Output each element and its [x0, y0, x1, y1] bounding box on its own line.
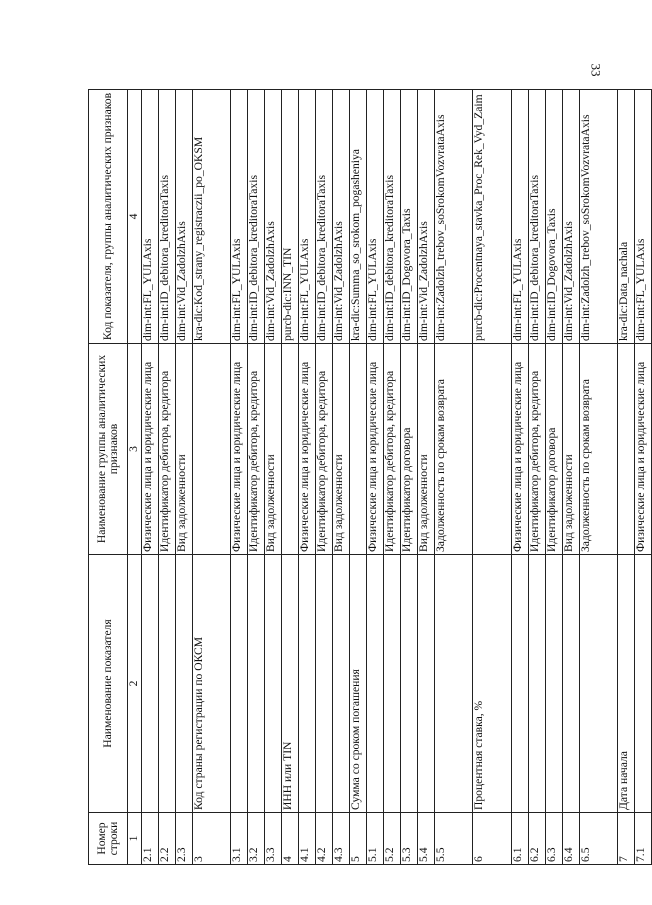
group-name-cell: Идентификатор дебитора, кредитора	[248, 344, 265, 555]
group-name-cell: Идентификатор дебитора, кредитора	[158, 344, 175, 555]
code-cell: dim-int:ID_debitora_kreditoraTaxis	[384, 90, 401, 344]
code-cell: dim-int:Vid_ZadolzhAxis	[562, 90, 579, 344]
table-row	[265, 90, 282, 865]
code-cell: dim-int:Zadolzh_trebov_soSrokomVozvrataAxis	[435, 90, 473, 344]
table-row	[333, 90, 350, 865]
code-cell: dim-int:ID_Dogovora_Taxis	[545, 90, 562, 344]
indicator-name-cell	[158, 555, 175, 813]
group-name-cell: Физические лица и юридические лица	[511, 344, 528, 555]
table-row	[158, 90, 175, 865]
indicator-name-cell	[545, 555, 562, 813]
group-name-cell: Вид задолженности	[175, 344, 192, 555]
table-row	[192, 90, 230, 865]
index-cell: 2	[128, 555, 142, 813]
group-name-cell: Физические лица и юридические лица	[367, 344, 384, 555]
code-cell: dim-int:Vid_ZadolzhAxis	[175, 90, 192, 344]
indicator-name-cell	[528, 555, 545, 813]
group-name-cell	[282, 344, 299, 555]
row-number-cell: 4.1	[299, 813, 316, 865]
table-row	[511, 90, 528, 865]
row-number-cell: 5.2	[384, 813, 401, 865]
header-indicator-name: Наименование показателя	[89, 555, 128, 813]
table-row	[316, 90, 333, 865]
table-row	[528, 90, 545, 865]
table-row	[473, 90, 511, 865]
group-name-cell: Физические лица и юридические лица	[634, 344, 651, 555]
indicator-name-cell	[265, 555, 282, 813]
indicator-name-cell	[333, 555, 350, 813]
group-name-cell: Идентификатор дебитора, кредитора	[384, 344, 401, 555]
row-number-cell: 2.3	[175, 813, 192, 865]
code-cell: dim-int:FL_YULAxis	[511, 90, 528, 344]
code-cell: dim-int:ID_Dogovora_Taxis	[401, 90, 418, 344]
index-cell: 1	[128, 813, 142, 865]
code-cell: dim-int:Vid_ZadolzhAxis	[418, 90, 435, 344]
index-cell: 4	[128, 90, 142, 344]
table-row	[367, 90, 384, 865]
indicator-name-cell: Процентная ставка, %	[473, 555, 511, 813]
table-row	[617, 90, 634, 865]
code-cell: dim-int:Zadolzh_trebov_soSrokomVozvrataAxis	[579, 90, 617, 344]
group-name-cell: Вид задолженности	[265, 344, 282, 555]
code-cell: dim-int:FL_YULAxis	[367, 90, 384, 344]
row-number-cell: 5.4	[418, 813, 435, 865]
table-row	[562, 90, 579, 865]
table-row	[175, 90, 192, 865]
group-name-cell: Задолженность по срокам возврата	[435, 344, 473, 555]
row-number-cell: 7.1	[634, 813, 651, 865]
group-name-cell: Вид задолженности	[562, 344, 579, 555]
row-number-cell: 4.3	[333, 813, 350, 865]
group-name-cell	[192, 344, 230, 555]
code-cell: dim-int:FL_YULAxis	[299, 90, 316, 344]
indicator-name-cell	[562, 555, 579, 813]
code-cell: dim-int:ID_debitora_kreditoraTaxis	[528, 90, 545, 344]
indicator-name-cell	[367, 555, 384, 813]
indicator-name-cell	[175, 555, 192, 813]
group-name-cell: Задолженность по срокам возврата	[579, 344, 617, 555]
row-number-cell: 3	[192, 813, 230, 865]
row-number-cell: 6	[473, 813, 511, 865]
table-row	[418, 90, 435, 865]
table-row	[401, 90, 418, 865]
code-cell: dim-int:ID_debitora_kreditoraTaxis	[158, 90, 175, 344]
table-row	[248, 90, 265, 865]
group-name-cell: Идентификатор договора	[545, 344, 562, 555]
row-number-cell: 2.1	[141, 813, 158, 865]
code-cell: kra-dic:Data_nachala	[617, 90, 634, 344]
row-number-cell: 6.1	[511, 813, 528, 865]
group-name-cell: Идентификатор договора	[401, 344, 418, 555]
code-cell: purcb-dic:INN_TIN	[282, 90, 299, 344]
indicator-name-cell	[579, 555, 617, 813]
group-name-cell: Физические лица и юридические лица	[231, 344, 248, 555]
indicator-name-cell	[141, 555, 158, 813]
code-cell: kra-dic:Summa_so_srokom_pogasheniya	[350, 90, 367, 344]
row-number-cell: 4	[282, 813, 299, 865]
table-header-row	[89, 90, 128, 865]
row-number-cell: 2.2	[158, 813, 175, 865]
group-name-cell: Вид задолженности	[418, 344, 435, 555]
indicator-name-cell	[316, 555, 333, 813]
code-cell: purcb-dic:Procentnaya_stavka_Proc_Rek_Vyd_Zaim	[473, 90, 511, 344]
row-number-cell: 6.2	[528, 813, 545, 865]
table-row	[141, 90, 158, 865]
table-row	[231, 90, 248, 865]
index-cell: 3	[128, 344, 142, 555]
row-number-cell: 5.5	[435, 813, 473, 865]
header-group-name: Наименование группы аналитических признаков	[89, 344, 128, 555]
row-number-cell: 3.3	[265, 813, 282, 865]
row-number-cell: 3.2	[248, 813, 265, 865]
indicator-name-cell	[384, 555, 401, 813]
indicator-name-cell	[299, 555, 316, 813]
row-number-cell: 4.2	[316, 813, 333, 865]
group-name-cell	[350, 344, 367, 555]
row-number-cell: 5	[350, 813, 367, 865]
indicator-name-cell: Сумма со сроком погашения	[350, 555, 367, 813]
group-name-cell: Идентификатор дебитора, кредитора	[316, 344, 333, 555]
group-name-cell: Вид задолженности	[333, 344, 350, 555]
code-cell: dim-int:FL_YULAxis	[231, 90, 248, 344]
row-number-cell: 7	[617, 813, 634, 865]
indicator-name-cell	[418, 555, 435, 813]
group-name-cell	[473, 344, 511, 555]
code-cell: dim-int:FL_YULAxis	[141, 90, 158, 344]
group-name-cell: Физические лица и юридические лица	[141, 344, 158, 555]
header-row-number: Номер строки	[89, 813, 128, 865]
table-row	[299, 90, 316, 865]
table-row	[545, 90, 562, 865]
group-name-cell: Идентификатор дебитора, кредитора	[528, 344, 545, 555]
code-cell: dim-int:ID_debitora_kreditoraTaxis	[316, 90, 333, 344]
indicator-name-cell	[435, 555, 473, 813]
row-number-cell: 3.1	[231, 813, 248, 865]
indicator-name-cell: ИНН или TIN	[282, 555, 299, 813]
row-number-cell: 6.3	[545, 813, 562, 865]
row-number-cell: 6.5	[579, 813, 617, 865]
page-number: 33	[588, 63, 604, 77]
indicator-table	[88, 89, 652, 865]
indicator-name-cell	[248, 555, 265, 813]
table-row	[384, 90, 401, 865]
indicator-name-cell	[231, 555, 248, 813]
table-row	[579, 90, 617, 865]
code-cell: dim-int:ID_debitora_kreditoraTaxis	[248, 90, 265, 344]
code-cell: dim-int:Vid_ZadolzhAxis	[333, 90, 350, 344]
header-code: Код показателя, группы аналитических признаков	[89, 90, 128, 344]
table-row	[435, 90, 473, 865]
table-row	[350, 90, 367, 865]
code-cell: dim-int:Vid_ZadolzhAxis	[265, 90, 282, 344]
table-body	[128, 90, 652, 865]
row-number-cell: 6.4	[562, 813, 579, 865]
column-index-row	[128, 90, 142, 865]
table-row	[282, 90, 299, 865]
code-cell: dim-int:FL_YULAxis	[634, 90, 651, 344]
indicator-name-cell: Дата начала	[617, 555, 634, 813]
row-number-cell: 5.1	[367, 813, 384, 865]
indicator-name-cell: Код страны регистрации по ОКСМ	[192, 555, 230, 813]
indicator-name-cell	[634, 555, 651, 813]
indicator-name-cell	[401, 555, 418, 813]
code-cell: kra-dic:Kod_strany_registraczii_po_OKSM	[192, 90, 230, 344]
group-name-cell: Физические лица и юридические лица	[299, 344, 316, 555]
table-row	[634, 90, 651, 865]
row-number-cell: 5.3	[401, 813, 418, 865]
indicator-name-cell	[511, 555, 528, 813]
group-name-cell	[617, 344, 634, 555]
rotated-table-wrapper	[88, 90, 652, 865]
